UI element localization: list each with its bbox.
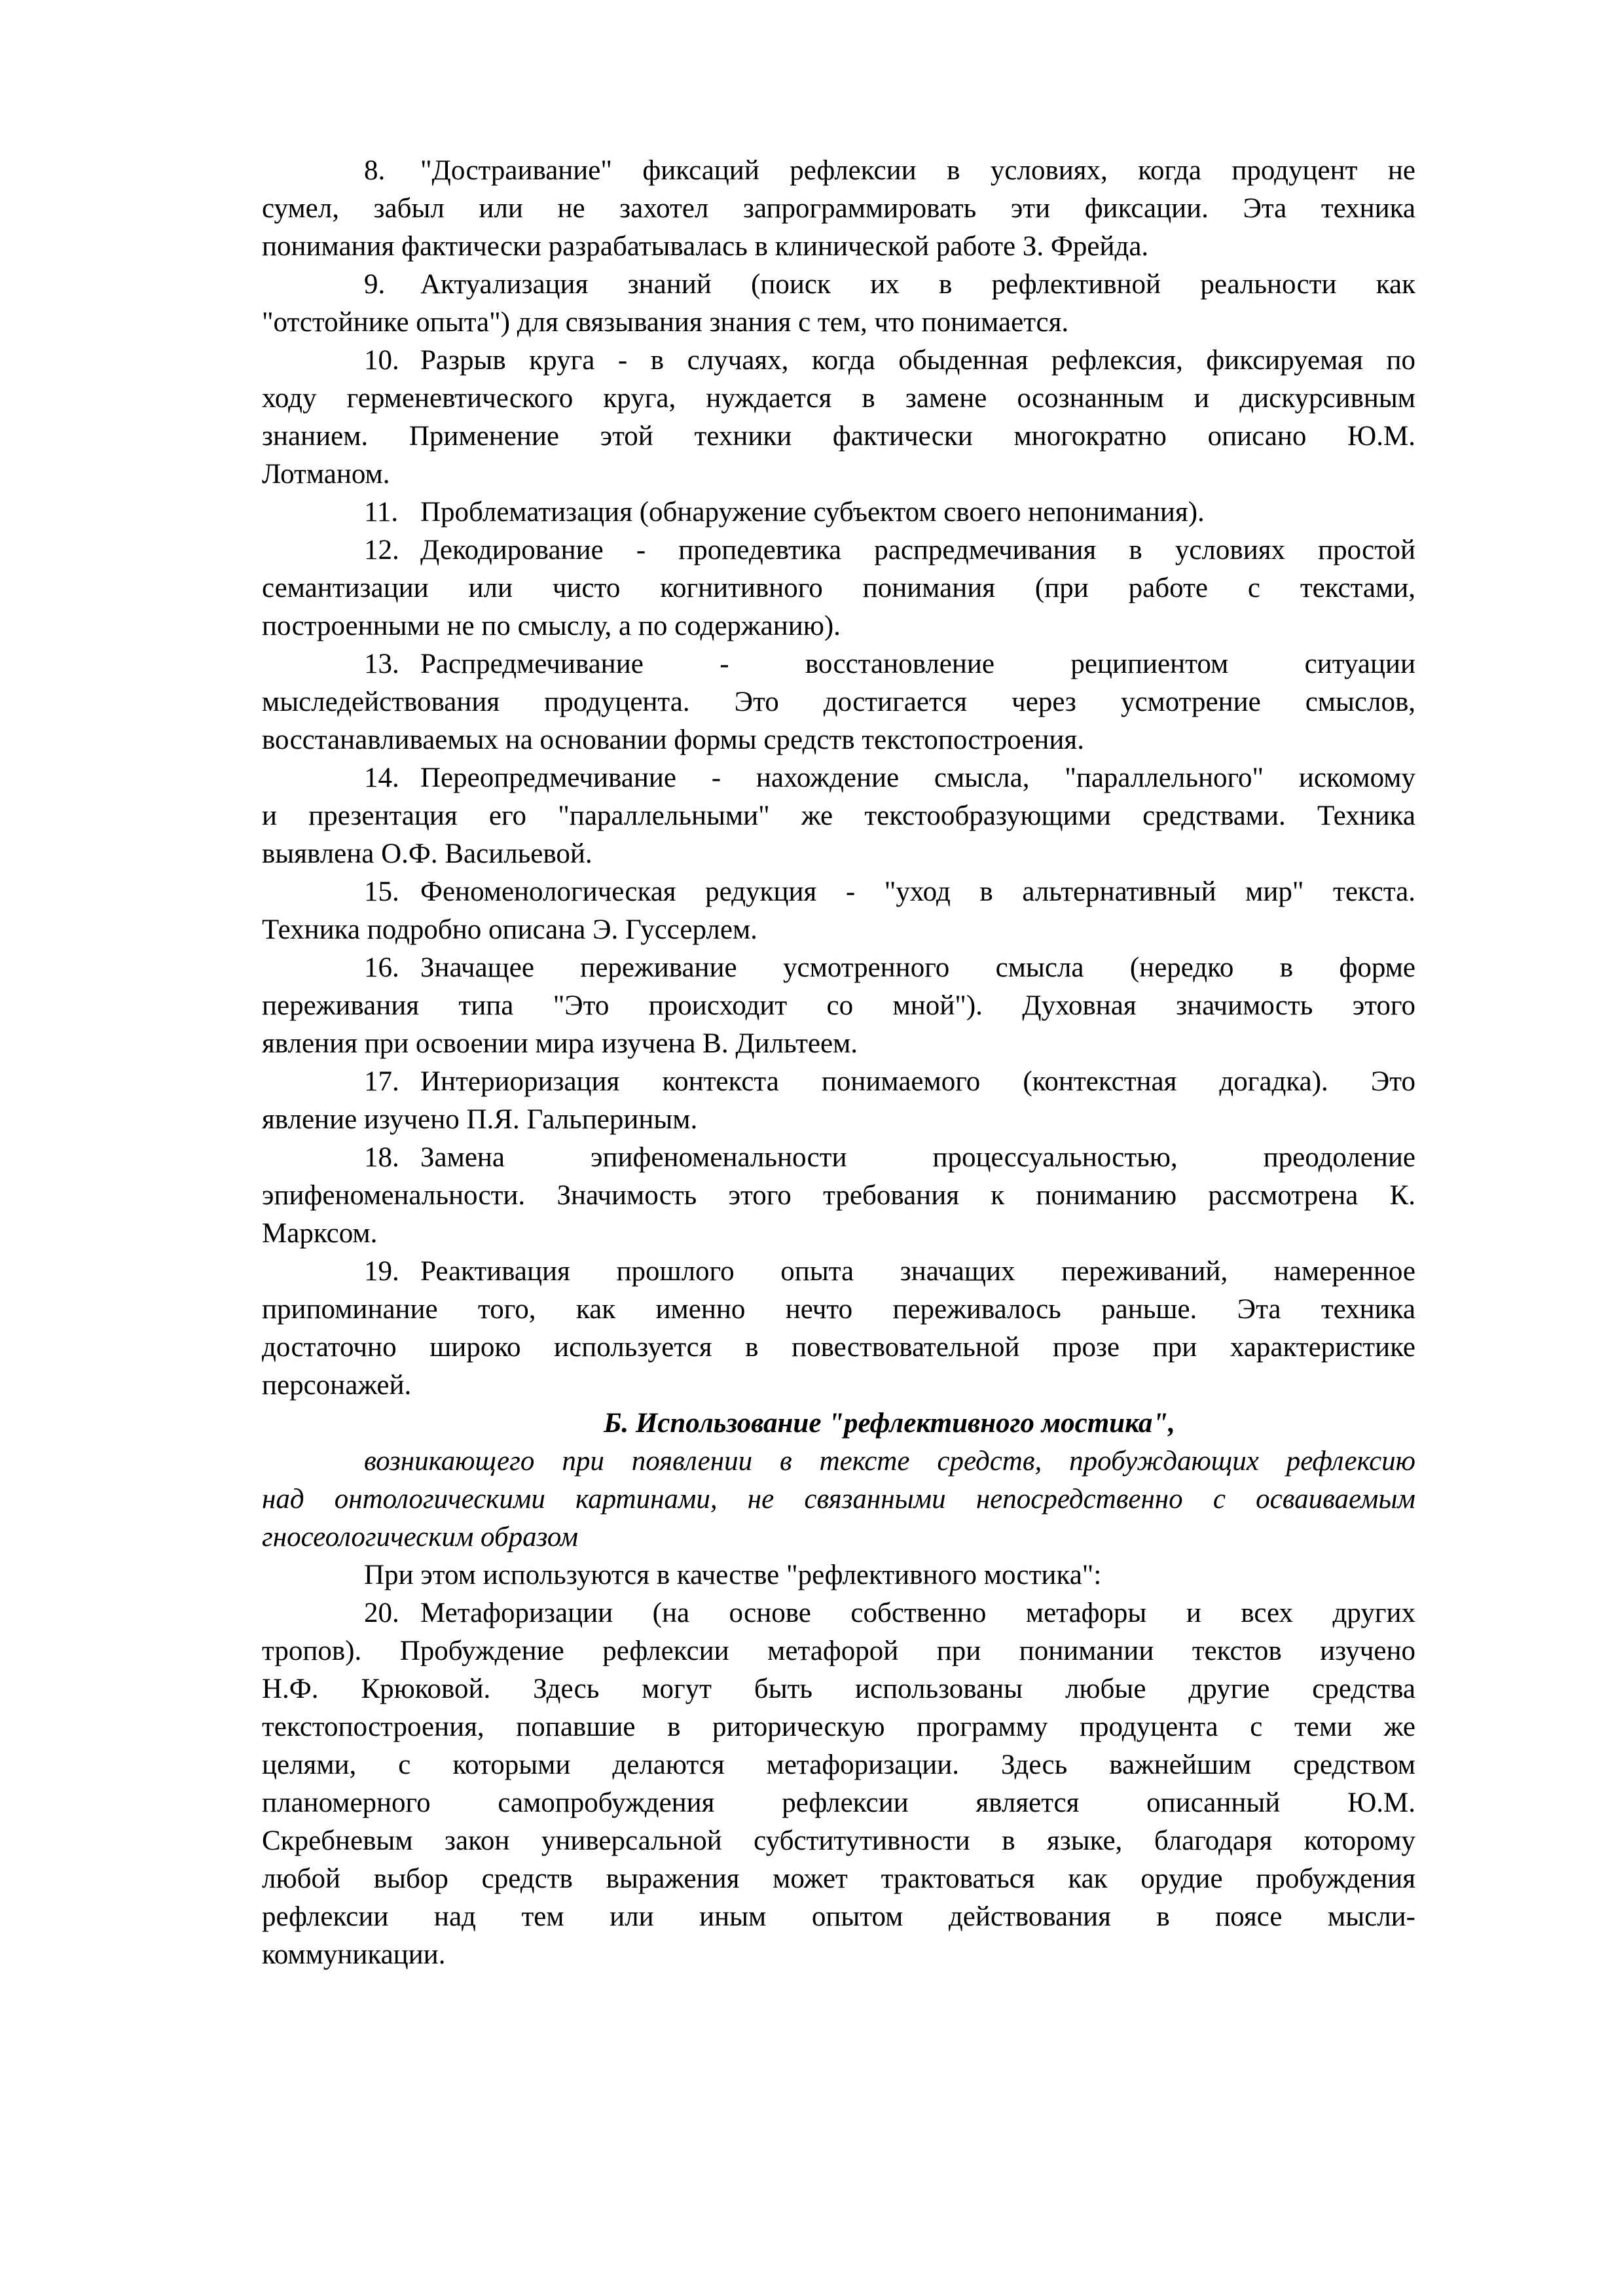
list-number: 12. [364, 535, 399, 565]
text-line: любой выбор средств выражения может трактоваться как орудие пробуждения [262, 1863, 1415, 1894]
text-line: 8. "Достраивание" фиксаций рефлексии в условиях, когда продуцент не [262, 152, 1415, 190]
list-number: 8. [364, 155, 386, 186]
text-line: 17. Интериоризация контекста понимаемого (контекстная догадка). Это [262, 1063, 1415, 1101]
paragraph-item-14 [262, 759, 1415, 873]
text-line: возникающего при появлении в тексте средств, пробуждающих рефлексию [364, 1446, 1415, 1477]
text-line: тропов). Пробуждение рефлексии метафорой при понимании текстов изучено [262, 1636, 1415, 1666]
text-line: выявлена О.Ф. Васильевой. [262, 838, 593, 869]
paragraph-item-10 [262, 342, 1415, 493]
paragraph-item-16 [262, 949, 1415, 1063]
list-number: 18. [364, 1142, 399, 1173]
list-number: 11. [364, 497, 399, 528]
text-line: 11. Проблематизация (обнаружение субъектом своего непонимания). [262, 493, 1415, 531]
text-line: 14. Переопредмечивание - нахождение смысла, "параллельного" искомому [262, 759, 1415, 797]
text-line: "отстойнике опыта") для связывания знания с тем, что понимается. [262, 307, 1069, 338]
text-line: переживания типа "Это происходит со мной"). Духовная значимость этого [262, 990, 1415, 1021]
text-line: ходу герменевтического круга, нуждается в замене осознанным и дискурсивным [262, 383, 1415, 414]
text-line: явление изучено П.Я. Гальпериным. [262, 1104, 698, 1135]
text-line: Техника подробно описана Э. Гуссерлем. [262, 914, 757, 945]
text-line: гносеологическим образом [262, 1522, 579, 1552]
text-line: построенными не по смыслу, а по содержанию). [262, 611, 841, 641]
text-line: 16. Значащее переживание усмотренного смысла (нередко в форме [262, 949, 1415, 987]
text-line: сумел, забыл или не захотел запрограммировать эти фиксации. Эта техника [262, 193, 1415, 224]
text-line: припоминание того, как именно нечто переживалось раньше. Эта техника [262, 1294, 1415, 1325]
text-line: персонажей. [262, 1370, 412, 1401]
text-line: целями, с которыми делаются метафоризации. Здесь важнейшим средством [262, 1749, 1415, 1780]
paragraph-item-8 [262, 152, 1415, 266]
text-line: знанием. Применение этой техники фактически многократно описано Ю.М. [262, 421, 1415, 452]
text-line: Скребневым закон универсальной субститутивности в языке, благодаря которому [262, 1825, 1415, 1856]
paragraph-item-17 [262, 1063, 1415, 1139]
paragraph-italic-13 [262, 1443, 1415, 1556]
text-line: коммуникации. [262, 1939, 446, 1970]
text-line: над онтологическими картинами, не связанными непосредственно с осваиваемым [262, 1484, 1415, 1515]
text-line: восстанавливаемых на основании формы средств текстопостроения. [262, 725, 1084, 755]
text-line: Б. Использование "рефлективного мостика", [604, 1408, 1175, 1439]
text-line: Н.Ф. Крюковой. Здесь могут быть использованы любые другие средства [262, 1674, 1415, 1704]
text-line: Лотманом. [262, 459, 390, 490]
text-line: планомерного самопробуждения рефлексии является описанный Ю.М. [262, 1787, 1415, 1818]
paragraph-item-9 [262, 266, 1415, 342]
text-line: и презентация его "параллельными" же текстообразующими средствами. Техника [262, 800, 1415, 831]
text-line: При этом используются в качестве "рефлективного мостика": [364, 1560, 1102, 1590]
list-number: 15. [364, 876, 399, 907]
text-line: семантизации или чисто когнитивного понимания (при работе с текстами, [262, 573, 1415, 603]
text-line: 18. Замена эпифеноменальности процессуальностью, преодоление [262, 1139, 1415, 1177]
list-number: 17. [364, 1066, 399, 1097]
list-number: 14. [364, 762, 399, 793]
paragraph-item-13 [262, 645, 1415, 759]
paragraph-item-20 [262, 1594, 1415, 1974]
text-line: рефлексии над тем или иным опытом действования в поясе мысли- [262, 1901, 1415, 1932]
paragraph-plain-14 [262, 1556, 1415, 1594]
list-number: 9. [364, 269, 386, 300]
text-line: текстопостроения, попавшие в риторическую программу продуцента с теми же [262, 1712, 1415, 1742]
text-line: достаточно широко используется в повествовательной прозе при характеристике [262, 1332, 1415, 1363]
list-number: 20. [364, 1598, 399, 1628]
paragraph-item-18 [262, 1139, 1415, 1253]
paragraph-item-15 [262, 873, 1415, 949]
list-number: 19. [364, 1256, 399, 1287]
text-line: 12. Декодирование - пропедевтика распредмечивания в условиях простой [262, 531, 1415, 569]
paragraph-item-12 [262, 531, 1415, 645]
text-line: мыследействования продуцента. Это достигается через усмотрение смыслов, [262, 687, 1415, 717]
text-line: 20. Метафоризации (на основе собственно метафоры и всех других [262, 1594, 1415, 1632]
text-line: эпифеноменальности. Значимость этого требования к пониманию рассмотрена К. [262, 1180, 1415, 1211]
paragraph-item-11 [262, 493, 1415, 531]
text-line: понимания фактически разрабатывалась в клинической работе З. Фрейда. [262, 231, 1149, 262]
text-line: 9. Актуализация знаний (поиск их в рефлективной реальности как [262, 266, 1415, 304]
list-number: 13. [364, 649, 399, 679]
paragraph-item-19 [262, 1253, 1415, 1405]
list-number: 16. [364, 952, 399, 983]
text-line: 15. Феноменологическая редукция - "уход в альтернативный мир" текста. [262, 873, 1415, 911]
text-line: Марксом. [262, 1218, 378, 1249]
text-line: явления при освоении мира изучена В. Дильтеем. [262, 1028, 858, 1059]
list-number: 10. [364, 345, 399, 376]
text-line: 13. Распредмечивание - восстановление реципиентом ситуации [262, 645, 1415, 683]
section-heading [262, 1405, 1415, 1443]
text-line: 19. Реактивация прошлого опыта значащих переживаний, намеренное [262, 1253, 1415, 1291]
text-line: 10. Разрыв круга - в случаях, когда обыденная рефлексия, фиксируемая по [262, 342, 1415, 380]
